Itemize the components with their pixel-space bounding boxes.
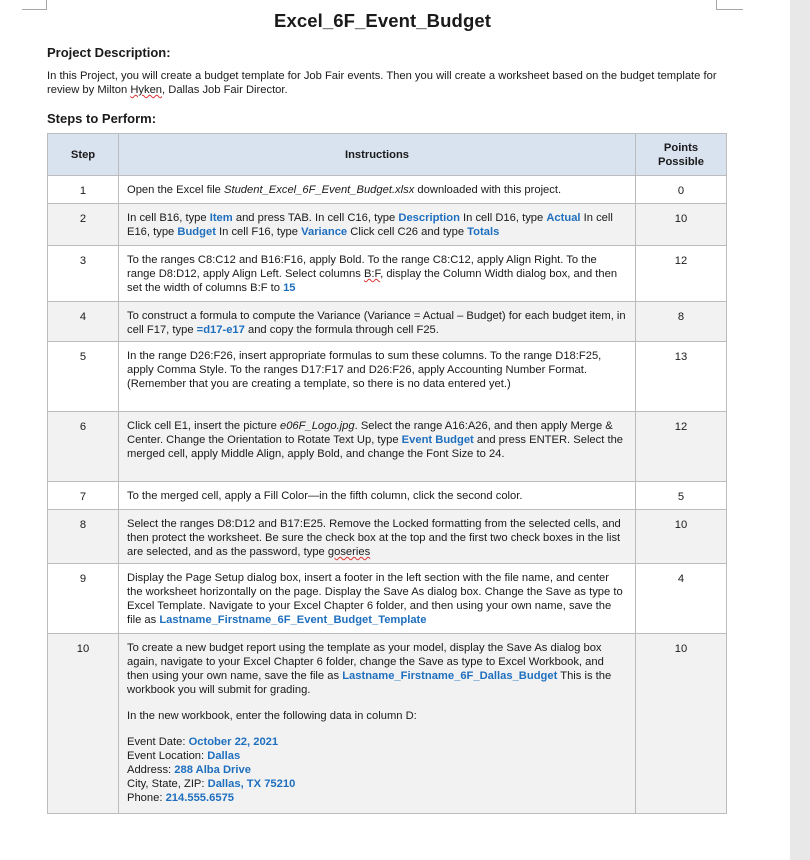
step-instructions (119, 564, 636, 634)
step-number: 2 (48, 204, 119, 246)
instruction-text: Click cell E1, insert the picture (127, 420, 280, 432)
instruction-text: In cell D16, type (459, 212, 547, 224)
instruction-text: Display the Page Setup dialog box, insert a footer in the left section with the file name, and center the worksheet horizontally on the page. Display the Save As dialog box. Change the Save as type to Excel Template. Navigate to your Excel Chapter 6 folder, and then using your own name, save the file as (127, 572, 623, 626)
highlighted-value: 214.555.6575 (165, 792, 235, 804)
instruction-text: . Select the range A16:A26, and then apply Merge & Center. Change the Orientation to Rotate Text Up, type (127, 420, 613, 446)
instruction-text: Phone: (127, 792, 166, 804)
instruction-text: downloaded with this project. (414, 184, 562, 196)
instruction-text: and press TAB. In cell C16, type (232, 212, 399, 224)
page-corner-mark-left (22, 0, 47, 10)
page-corner-mark-right (716, 0, 743, 10)
highlighted-value: Event Budget (401, 434, 474, 446)
step-instructions (119, 634, 636, 814)
table-row (48, 634, 727, 814)
step-number: 6 (48, 412, 119, 482)
instruction-text: To the ranges C8:C12 and B16:F16, apply Bold. To the range C8:C12, apply Align Right. To the range D8:D12, apply Align Left. Select columns (127, 254, 597, 280)
step-instructions (119, 412, 636, 482)
points-possible: 5 (636, 482, 727, 510)
header-step: Step (48, 134, 119, 176)
table-row (48, 412, 727, 482)
highlighted-value: Lastname_Firstname_6F_Dallas_Budget (342, 670, 558, 682)
table-row (48, 204, 727, 246)
misspelled-word: goseries (327, 546, 371, 558)
header-points (636, 134, 727, 176)
highlighted-value: 288 Alba Drive (174, 764, 251, 776)
step-number: 9 (48, 564, 119, 634)
points-possible: 0 (636, 176, 727, 204)
points-possible: 12 (636, 412, 727, 482)
highlighted-value: Totals (467, 226, 500, 238)
points-possible: 4 (636, 564, 727, 634)
highlighted-value: Lastname_Firstname_6F_Event_Budget_Template (159, 614, 427, 626)
instruction-text: Event Location: (127, 750, 208, 762)
highlighted-value: Dallas (207, 750, 241, 762)
instruction-text: In cell E16, type (127, 212, 613, 238)
step-instructions (119, 246, 636, 302)
instruction-text: In cell B16, type (127, 212, 210, 224)
highlighted-value: Actual (546, 212, 581, 224)
window-edge (790, 0, 810, 860)
highlighted-value: Variance (301, 226, 348, 238)
steps-heading: Steps to Perform: (47, 111, 157, 126)
points-possible: 12 (636, 246, 727, 302)
table-row (48, 510, 727, 564)
steps-table (47, 133, 727, 814)
highlighted-value: 15 (283, 282, 296, 294)
instruction-text: City, State, ZIP: (127, 778, 208, 790)
table-row (48, 302, 727, 342)
instruction-text: In the range D26:F26, insert appropriate formulas to sum these columns. To the range D18:F25, apply Comma Style. To the ranges D17:F17 and D26:F26, apply Accounting Number Format. (Remember that you are creating a template, so there is no data entered yet.) (127, 350, 602, 390)
instruction-text: Open the Excel file (127, 184, 225, 196)
document-title: Excel_6F_Event_Budget (274, 10, 491, 31)
highlighted-value: October 22, 2021 (188, 736, 279, 748)
step-instructions (119, 176, 636, 204)
instruction-text: In the new workbook, enter the following data in column D: (127, 710, 417, 722)
step-instructions (119, 302, 636, 342)
highlighted-value: =d17-e17 (196, 324, 245, 336)
step-instructions (119, 510, 636, 564)
table-row (48, 342, 727, 412)
header-points-label: Points Possible (657, 141, 704, 168)
points-possible: 10 (636, 510, 727, 564)
points-possible: 13 (636, 342, 727, 412)
step-instructions (119, 204, 636, 246)
highlighted-value: Dallas, TX 75210 (207, 778, 296, 790)
instruction-text: Event Date: (127, 736, 189, 748)
table-header-row (48, 134, 727, 176)
step-number: 8 (48, 510, 119, 564)
project-description-heading: Project Description: (47, 45, 171, 60)
points-possible: 10 (636, 634, 727, 814)
highlighted-value: Description (398, 212, 460, 224)
highlighted-value: Item (209, 212, 233, 224)
table-row (48, 564, 727, 634)
instruction-text: and press ENTER. Select the merged cell, apply Middle Align, apply Bold, and change the Font Size to 24. (127, 434, 624, 460)
project-description (47, 69, 727, 97)
step-number: 7 (48, 482, 119, 510)
step-number: 1 (48, 176, 119, 204)
instruction-text: e06F_Logo.jpg (279, 420, 355, 432)
instruction-text: Select the ranges D8:D12 and B17:E25. Remove the Locked formatting from the selected cells, and then protect the worksheet. Be sure the check box at the top and the first two check boxes in the list are selected, and as the password, type (127, 518, 621, 558)
step-instructions (119, 482, 636, 510)
description-text-end: , Dallas Job Fair Director. (162, 84, 288, 96)
instruction-text: To the merged cell, apply a Fill Color—in the fifth column, click the second color. (127, 490, 523, 502)
instruction-text: Click cell C26 and type (347, 226, 468, 238)
highlighted-value: Budget (177, 226, 216, 238)
instruction-text: , display the Column Width dialog box, and then set the width of columns B:F to (127, 268, 618, 294)
description-text: In this Project, you will create a budget template for Job Fair events. Then you will create a worksheet based on the budget template for review by Milton (47, 70, 717, 96)
points-possible: 8 (636, 302, 727, 342)
instruction-text: and copy the formula through cell F25. (244, 324, 439, 336)
misspelled-name: Hyken (130, 84, 163, 96)
misspelled-word: B:F (363, 268, 381, 280)
instruction-text: This is the workbook you will submit for grading. (127, 670, 612, 696)
header-instructions: Instructions (119, 134, 636, 176)
step-number: 4 (48, 302, 119, 342)
instruction-text: To construct a formula to compute the Variance (Variance = Actual – Budget) for each budget item, in cell F17, type (127, 310, 626, 336)
step-instructions (119, 342, 636, 412)
instruction-text: Address: (127, 764, 175, 776)
instruction-text: Student_Excel_6F_Event_Budget.xlsx (224, 184, 415, 196)
step-number: 3 (48, 246, 119, 302)
step-number: 10 (48, 634, 119, 814)
instruction-text: To create a new budget report using the template as your model, display the Save As dialog box again, navigate to your Excel Chapter 6 folder, change the Save as type to Excel Workbook, and then using your own name, save the file as (127, 642, 604, 682)
table-row (48, 176, 727, 204)
instruction-text: In cell F16, type (215, 226, 302, 238)
table-row (48, 482, 727, 510)
step-number: 5 (48, 342, 119, 412)
points-possible: 10 (636, 204, 727, 246)
table-row (48, 246, 727, 302)
